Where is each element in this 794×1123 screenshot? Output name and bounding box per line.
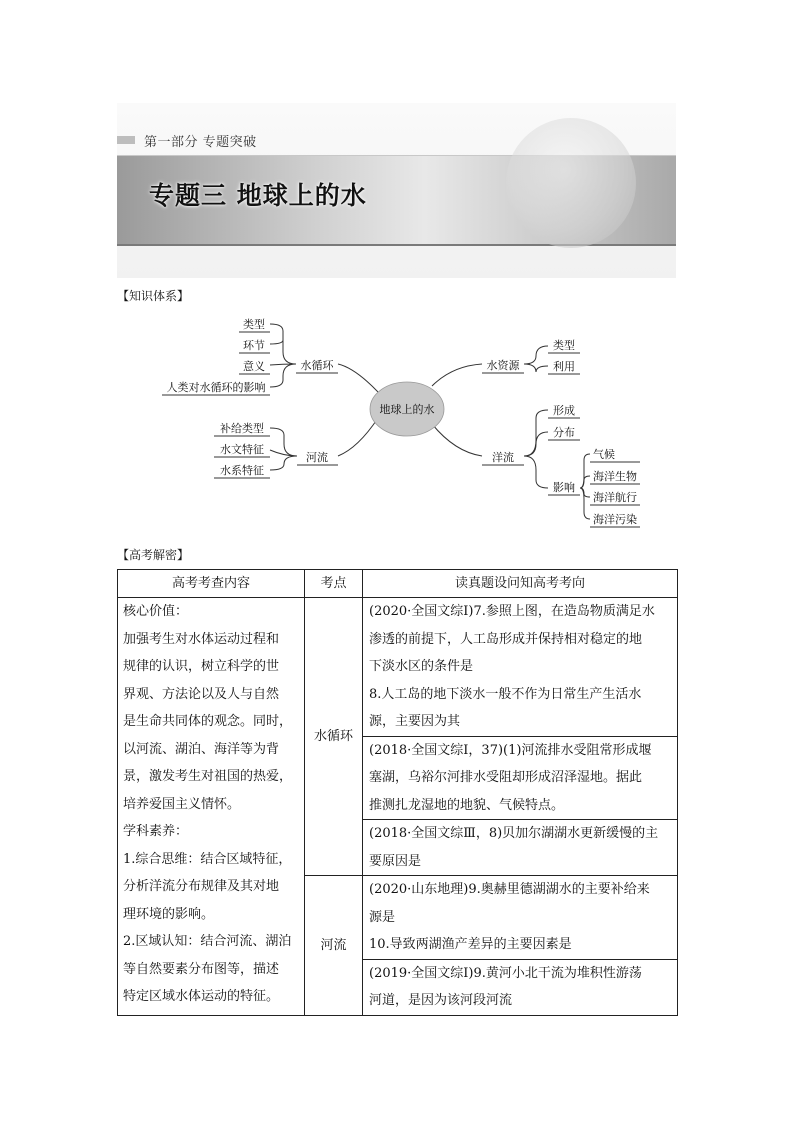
leaf-water-cycle-type: 类型: [243, 318, 265, 331]
leaf-river-system: 水系特征: [220, 464, 264, 477]
question-line: 塞湖，乌裕尔河排水受阻却形成沼泽湿地。据此: [369, 770, 643, 785]
leaf-influence-pollution: 海洋污染: [593, 513, 637, 526]
content-line: 等自然要素分布图等，描述: [123, 961, 280, 977]
content-line: 分析洋流分布规律及其对地: [123, 879, 280, 894]
leaf-influence-navigation: 海洋航行: [593, 491, 637, 504]
leaf-current-influence: 影响: [553, 481, 575, 494]
question-line: 渗透的前提下，人工岛形成并保持相对稳定的地: [369, 631, 643, 647]
leaf-river-hydrology: 水文特征: [220, 443, 264, 456]
leaf-resource-type: 类型: [553, 339, 575, 352]
question-line: (2019·全国文综Ⅰ)9.黄河小北干流为堆积性游荡: [369, 965, 642, 981]
question-line: 下淡水区的条件是: [369, 659, 474, 674]
leaf-water-cycle-meaning: 意义: [243, 360, 265, 373]
question-cell: [363, 820, 678, 876]
leaf-influence-climate: 气候: [593, 448, 615, 461]
content-line: 培养爱国主义情怀。: [123, 796, 241, 812]
question-line: 要原因是: [369, 853, 422, 869]
header-content: 高考考查内容: [118, 570, 305, 598]
content-line: 景，激发考生对祖国的热爱，: [123, 769, 293, 784]
question-line: 推测扎龙湿地的地貌、气候特点。: [369, 797, 565, 813]
content-line: 特定区域水体运动的特征。: [123, 989, 280, 1004]
content-cell: [118, 598, 305, 1016]
branch-water-cycle: 水循环: [300, 359, 334, 372]
question-cell: [363, 876, 678, 960]
question-cell: [363, 598, 678, 737]
exam-analysis-heading: 【高考解密】: [117, 548, 190, 562]
leaf-water-cycle-human: 人类对水循环的影响: [166, 381, 266, 394]
topic-water-cycle: 水循环: [305, 598, 363, 876]
question-line: 源是: [369, 909, 396, 925]
question-line: 8.人工岛的地下淡水一般不作为日常生产生活水: [369, 686, 642, 702]
content-line: 学科素养：: [123, 824, 189, 839]
content-line: 2.区域认知：结合河流、湖泊: [123, 934, 292, 949]
part-label: 第一部分 专题突破: [144, 134, 257, 150]
content-line: 加强考生对水体运动过程和: [123, 631, 280, 647]
branch-river: 河流: [306, 451, 328, 464]
table-header-row: [118, 570, 678, 598]
leaf-current-distribution: 分布: [553, 426, 575, 439]
question-cell: [363, 959, 678, 1015]
leaf-river-supply: 补给类型: [220, 422, 264, 435]
question-line: (2018·全国文综Ⅲ，8)贝加尔湖湖水更新缓慢的主: [369, 826, 659, 841]
question-line: (2018·全国文综Ⅰ，37)(1)河流排水受阻常形成堰: [369, 742, 652, 758]
content-line: 界观、方法论以及人与自然: [123, 686, 280, 702]
topic-river: 河流: [305, 876, 363, 1016]
branch-water-resources: 水资源: [486, 359, 520, 372]
leaf-water-cycle-link: 环节: [243, 339, 265, 352]
content-line: 以河流、湖泊、海洋等为背: [123, 741, 280, 757]
mindmap-center-label: 地球上的水: [379, 403, 435, 416]
content-line: 核心价值：: [123, 604, 189, 619]
question-line: 10.导致两湖渔产差异的主要因素是: [369, 937, 572, 952]
exam-table: [117, 569, 678, 1016]
header-direction: 读真题设问知高考考向: [363, 570, 678, 598]
question-cell: [363, 736, 678, 820]
table-row: [118, 598, 678, 737]
content-line: 是生命共同体的观念。同时，: [123, 714, 293, 729]
chapter-title: 专题三 地球上的水: [149, 181, 367, 210]
knowledge-system-heading: 【知识体系】: [117, 289, 190, 303]
header-topic: 考点: [305, 570, 363, 598]
mindmap: [0, 0, 794, 540]
question-line: 源，主要因为其: [369, 714, 461, 729]
leaf-influence-marine-life: 海洋生物: [593, 470, 637, 483]
leaf-current-formation: 形成: [553, 404, 575, 417]
content-line: 1.综合思维：结合区域特征，: [123, 851, 292, 867]
question-line: (2020·全国文综Ⅰ)7.参照上图，在造岛物质满足水: [369, 604, 655, 619]
leaf-resource-use: 利用: [553, 360, 575, 373]
question-line: 河道，是因为该河段河流: [369, 993, 513, 1008]
content-line: 规律的认识，树立科学的世: [123, 659, 280, 674]
content-line: 理环境的影响。: [123, 906, 215, 922]
branch-ocean-current: 洋流: [492, 451, 514, 464]
question-line: (2020·山东地理)9.奥赫里德湖湖水的主要补给来: [369, 882, 650, 897]
